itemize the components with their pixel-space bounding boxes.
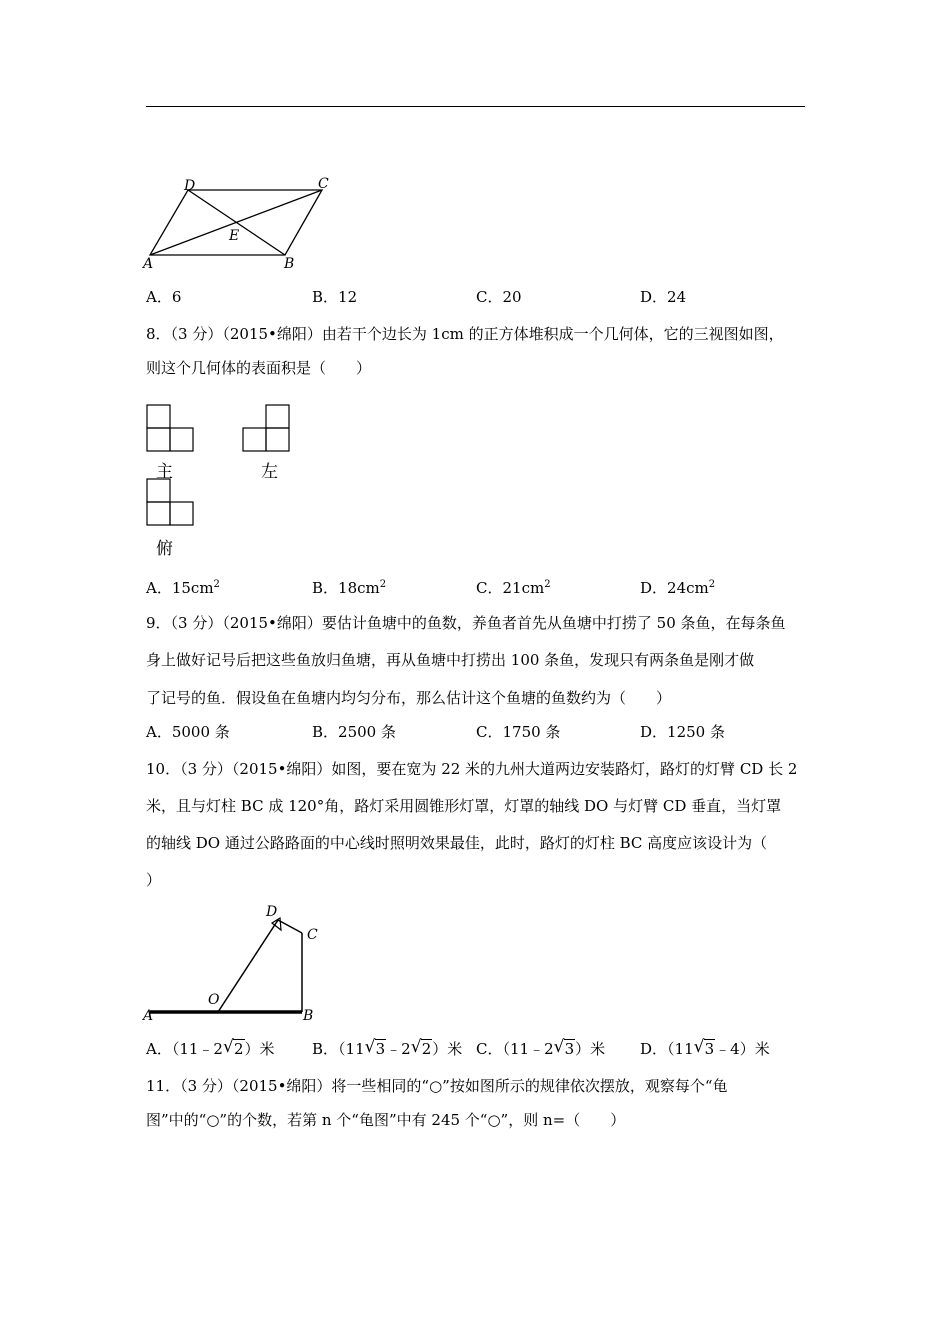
q9-text-line3: 了记号的鱼．假设鱼在鱼塘内均匀分布，那么估计这个鱼塘的鱼数约为（ ） [146, 689, 672, 707]
q9-option-d: D．1250 条 [640, 723, 725, 741]
q10-text-line1: 10．（3 分）（2015•绵阳）如图，要在宽为 22 米的九州大道两边安装路灯，路灯的灯臂 CD 长 2 [146, 760, 798, 778]
q8-top-view-label: 俯 [156, 539, 173, 559]
q10-text-line3: 的轴线 DO 通过公路路面的中心线时照明效果最佳，此时，路灯的灯柱 BC 高度应该设计为（ [146, 834, 768, 852]
q8-option-c: C．$21cm^2$ [476, 579, 551, 597]
q10-label-B: B [303, 1008, 314, 1024]
q10-label-D: D [266, 904, 278, 920]
q10-option-d: D．（11√ 3﹣4）米 [640, 1039, 770, 1059]
q7-label-D: D [184, 178, 196, 194]
q8-left-view-label: 左 [261, 462, 278, 482]
q8-text-line1: 8．（3 分）（2015•绵阳）由若干个边长为 1cm 的正方体堆积成一个几何体，它的三视图如图， [146, 325, 784, 343]
q10-label-O: O [208, 992, 220, 1008]
q7-label-C: C [318, 176, 329, 192]
q10-text-line2: 米，且与灯柱 BC 成 120°角，路灯采用圆锥形灯罩，灯罩的轴线 DO 与灯臂 CD 垂直，当灯罩 [146, 797, 782, 815]
q10-option-c: C．（11﹣2√ 3）米 [476, 1039, 605, 1059]
header-rule [146, 106, 805, 107]
q7-option-b: B．12 [312, 288, 358, 306]
q8-text-line2: 则这个几何体的表面积是（ ） [146, 359, 372, 377]
q10-street-lamp-figure [140, 900, 340, 1025]
q9-option-b: B．2500 条 [312, 723, 396, 741]
q9-text-line1: 9．（3 分）（2015•绵阳）要估计鱼塘中的鱼数，养鱼者首先从鱼塘中打捞了 50 条鱼，在每条鱼 [146, 614, 786, 632]
q8-left-view [242, 404, 292, 454]
q8-front-view-label: 主 [156, 462, 173, 482]
q10-label-A: A [143, 1008, 154, 1024]
q7-option-a: A．6 [146, 288, 182, 306]
q10-text-line4: ） [146, 871, 162, 889]
q10-option-b: B．（11√ 3﹣2√ 2）米 [312, 1039, 462, 1059]
q9-text-line2: 身上做好记号后把这些鱼放归鱼塘，再从鱼塘中打捞出 100 条鱼，发现只有两条鱼是刚才做 [146, 651, 755, 669]
q11-text-line2: 图”中的“○”的个数，若第 n 个“龟图”中有 245 个“○”，则 n=（ ） [146, 1111, 626, 1129]
q7-option-d: D．24 [640, 288, 687, 306]
q7-label-E: E [229, 228, 240, 244]
q7-parallelogram-figure [140, 172, 340, 272]
q7-option-c: C．20 [476, 288, 522, 306]
q9-option-a: A．5000 条 [146, 723, 230, 741]
q7-label-A: A [143, 256, 154, 272]
q10-label-C: C [307, 927, 318, 943]
q8-front-view [146, 404, 196, 454]
q7-label-B: B [284, 256, 295, 272]
q11-text-line1: 11．（3 分）（2015•绵阳）将一些相同的“○”按如图所示的规律依次摆放，观察每个“龟 [146, 1077, 728, 1095]
q9-option-c: C．1750 条 [476, 723, 561, 741]
q8-top-view [146, 478, 196, 528]
q8-option-a: A．$15cm^2$ [146, 579, 220, 597]
q10-option-a: A．（11﹣2√ 2）米 [146, 1039, 275, 1059]
q8-option-b: B．$18cm^2$ [312, 579, 387, 597]
q8-option-d: D．$24cm^2$ [640, 579, 716, 597]
